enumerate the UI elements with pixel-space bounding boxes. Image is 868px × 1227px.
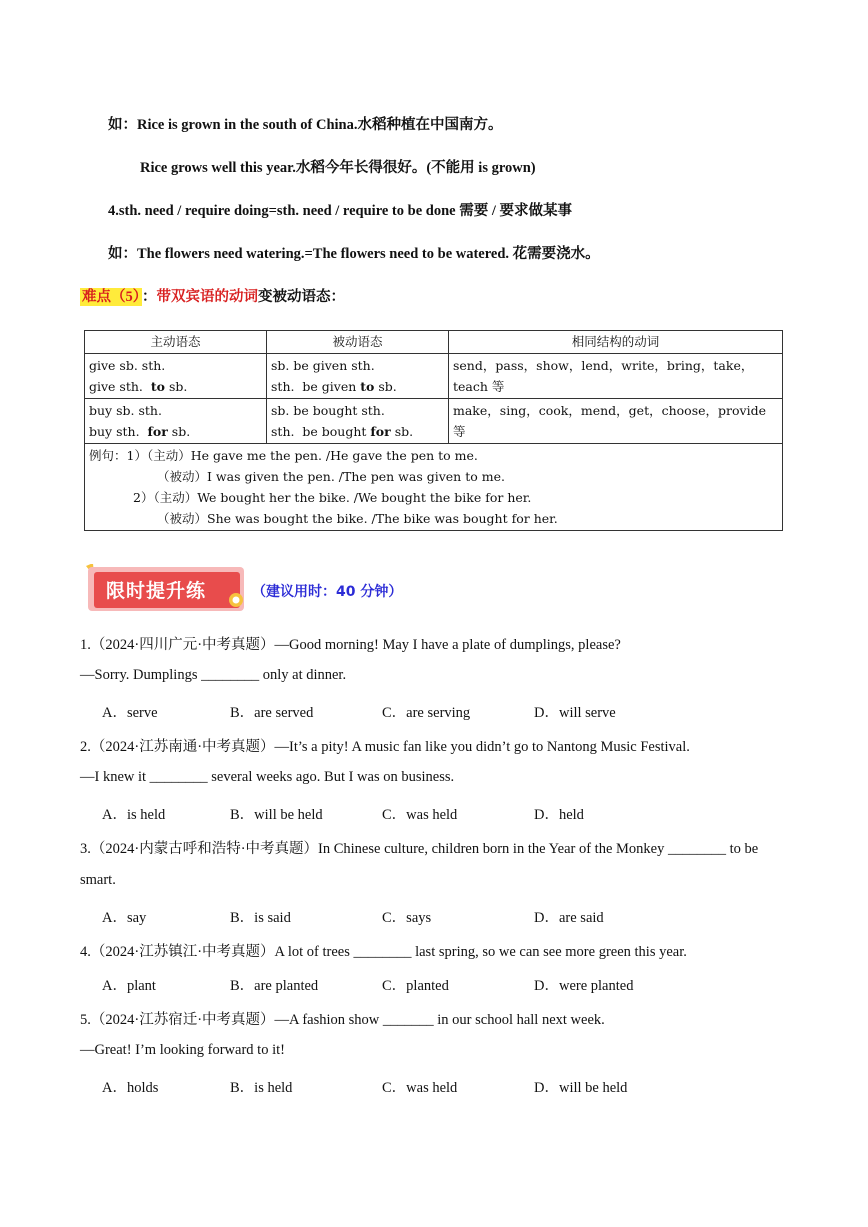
active-line: give sth. to sb. (89, 379, 188, 394)
question-5-stem: 5.（2024·江苏宿迁·中考真题）—A fashion show _______ in our school hall next week. (80, 1012, 605, 1028)
table-row (85, 399, 783, 444)
example-line: （被动）I was given the pen. /The pen was given to me. (157, 469, 505, 484)
question-3-stem: 3.（2024·内蒙古呼和浩特·中考真题）In Chinese culture, children born in the Year of the Monkey ________ to be (80, 841, 759, 857)
active-line: buy sth. for sb. (89, 424, 191, 439)
q1-option-a[interactable]: A．serve (102, 705, 158, 721)
header-verbs: 相同结构的动词 (449, 331, 783, 354)
active-line: give sb. sth. (89, 358, 166, 373)
q3-option-a[interactable]: A．say (102, 910, 147, 926)
question-1-stem-2: —Sorry. Dumplings ________ only at dinner. (80, 667, 347, 683)
active-cell (85, 354, 267, 399)
q5-option-b[interactable]: B．is held (230, 1080, 293, 1096)
question-1-stem: 1.（2024·四川广元·中考真题）—Good morning! May I have a plate of dumplings, please? (80, 637, 621, 653)
rule-need-doing: 4.sth. need / require doing=sth. need / require to be done 需要 / 要求做某事 (108, 203, 572, 219)
q2-option-b[interactable]: B．will be held (230, 807, 323, 823)
passive-line: sth. be given to sb. (271, 379, 397, 394)
passive-line: sb. be bought sth. (271, 403, 385, 418)
question-5-stem-2: —Great! I’m looking forward to it! (80, 1042, 285, 1058)
verbs-cell: send，pass，show，lend，write，bring，take，teach 等 (449, 354, 783, 399)
grammar-table (84, 330, 783, 531)
question-2-stem: 2.（2024·江苏南通·中考真题）—It’s a pity! A music fan like you didn’t go to Nantong Music Festival. (80, 739, 690, 755)
active-cell (85, 399, 267, 444)
example-line-rice-grown: 如：Rice is grown in the south of China.水稻种植在中国南方。 (108, 117, 503, 133)
q1-option-b[interactable]: B．are served (230, 705, 314, 721)
question-3-stem-2: smart. (80, 872, 116, 888)
q1-option-d[interactable]: D．will serve (534, 705, 616, 721)
table-header-row (85, 331, 783, 354)
q3-option-b[interactable]: B．is said (230, 910, 291, 926)
q5-option-d[interactable]: D．will be held (534, 1080, 628, 1096)
q2-option-d[interactable]: D．held (534, 807, 584, 823)
suggested-time: （建议用时：40 分钟） (252, 584, 403, 600)
q2-option-a[interactable]: A．is held (102, 807, 166, 823)
examples-row (85, 444, 783, 531)
difficulty-topic: 带双宾语的动词 (156, 289, 258, 305)
passive-cell (267, 354, 449, 399)
q4-option-c[interactable]: C．planted (382, 978, 449, 994)
q4-option-b[interactable]: B．are planted (230, 978, 319, 994)
table-row (85, 354, 783, 399)
practice-banner (84, 564, 246, 614)
example-line: 例句：1）（主动）He gave me the pen. /He gave the pen to me. (89, 448, 478, 463)
difficulty-colon: ： (142, 289, 157, 305)
passive-line: sth. be bought for sb. (271, 424, 414, 439)
example-line: （被动）She was bought the bike. /The bike was bought for her. (157, 511, 558, 526)
difficulty-label: 难点（5） (82, 289, 140, 305)
question-2-stem-2: —I knew it ________ several weeks ago. But I was on business. (80, 769, 455, 785)
q3-option-d[interactable]: D．are said (534, 910, 604, 926)
example-line-flowers: 如：The flowers need watering.=The flowers need to be watered. 花需要浇水。 (108, 246, 600, 262)
q4-option-d[interactable]: D．were planted (534, 978, 634, 994)
question-4-stem: 4.（2024·江苏镇江·中考真题）A lot of trees ________ last spring, so we can see more green this year. (80, 944, 687, 960)
q3-option-c[interactable]: C．says (382, 910, 432, 926)
header-passive: 被动语态 (267, 331, 449, 354)
examples-cell (85, 444, 783, 531)
example-line: 2）（主动）We bought her the bike. /We bought the bike for her. (133, 490, 532, 505)
difficulty-heading (80, 285, 345, 306)
verbs-cell: make，sing，cook，mend，get，choose，provide 等 (449, 399, 783, 444)
example-line-rice-grows: Rice grows well this year.水稻今年长得很好。(不能用 is grown) (140, 160, 536, 176)
passive-line: sb. be given sth. (271, 358, 375, 373)
passive-cell (267, 399, 449, 444)
q4-option-a[interactable]: A．plant (102, 978, 156, 994)
q5-option-a[interactable]: A．holds (102, 1080, 159, 1096)
q1-option-c[interactable]: C．are serving (382, 705, 471, 721)
banner-title: 限时提升练 (106, 580, 207, 602)
q2-option-c[interactable]: C．was held (382, 807, 458, 823)
active-line: buy sb. sth. (89, 403, 162, 418)
q5-option-c[interactable]: C．was held (382, 1080, 458, 1096)
difficulty-rest: 变被动语态： (258, 289, 345, 305)
header-active: 主动语态 (85, 331, 267, 354)
